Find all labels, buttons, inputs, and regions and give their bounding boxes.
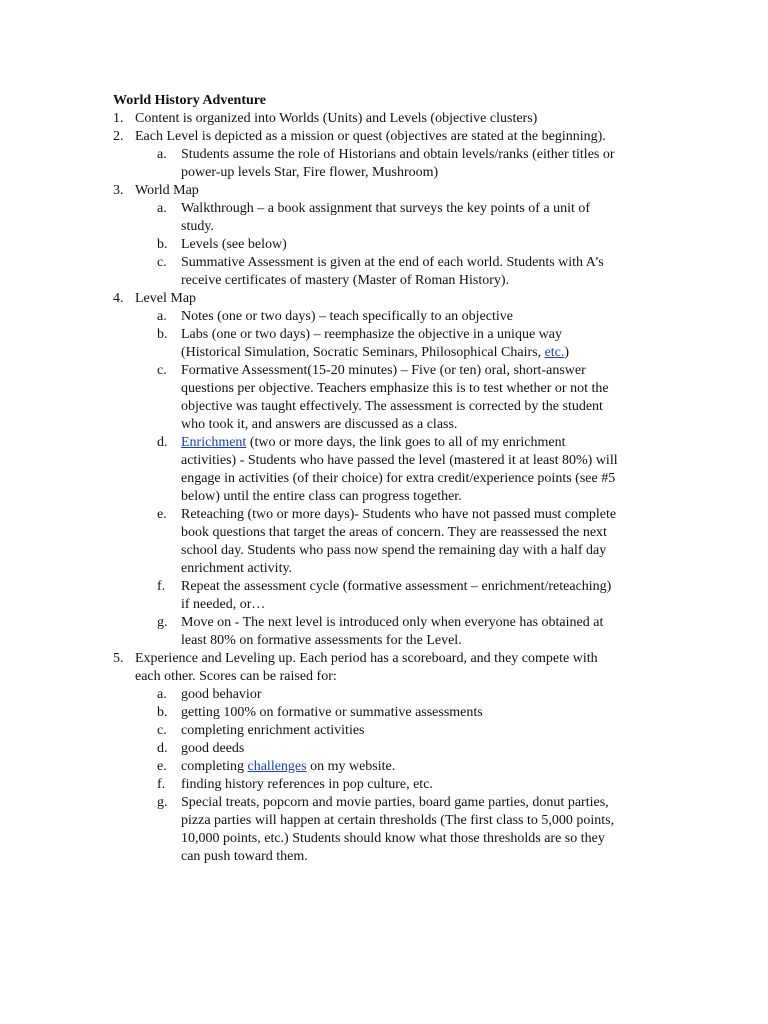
list-text-continued: school day. Students who pass now spend the remaining day with a half day [181, 543, 607, 558]
list-text: Move on - The next level is introduced only when everyone has obtained at [181, 615, 604, 630]
list-letter: f. [157, 579, 166, 594]
list-text-continued: enrichment activity. [181, 561, 293, 576]
list-letter: c. [157, 723, 167, 738]
list-number: 4. [113, 291, 124, 306]
list-text-continued: below) until the entire class can progress together. [181, 489, 462, 504]
list-number: 1. [113, 111, 124, 126]
list-text-continued: if needed, or… [181, 597, 266, 612]
list-text: getting 100% on formative or summative assessments [181, 705, 483, 720]
list-letter: c. [157, 363, 167, 378]
list-letter: d. [157, 741, 168, 756]
list-letter: a. [157, 201, 167, 216]
list-text: Special treats, popcorn and movie parties, board game parties, donut parties, [181, 795, 609, 810]
list-letter: f. [157, 777, 166, 792]
list-letter: e. [157, 507, 167, 522]
list-letter: a. [157, 309, 167, 324]
list-letter: c. [157, 255, 167, 270]
list-letter: a. [157, 147, 167, 162]
list-text-continued: objective was taught effectively. The assessment is corrected by the student [181, 399, 603, 414]
list-number: 2. [113, 129, 124, 144]
list-text: Each Level is depicted as a mission or quest (objectives are stated at the beginning). [135, 129, 606, 144]
list-letter: a. [157, 687, 167, 702]
list-text: Reteaching (two or more days)- Students who have not passed must complete [181, 507, 617, 522]
list-letter: b. [157, 237, 168, 252]
list-letter: g. [157, 795, 168, 810]
list-text: Experience and Leveling up. Each period has a scoreboard, and they compete with [135, 651, 598, 666]
list-text-continued: study. [181, 219, 214, 234]
list-text-continued: each other. Scores can be raised for: [135, 669, 337, 684]
etc-link[interactable]: etc. [544, 345, 565, 360]
enrichment-link[interactable]: Enrichment [181, 435, 247, 450]
list-number: 3. [113, 183, 124, 198]
list-number: 5. [113, 651, 124, 666]
list-text: finding history references in pop culture, etc. [181, 777, 433, 792]
list-text-continued: power-up levels Star, Fire flower, Mushroom) [181, 165, 439, 180]
list-text: ) [564, 345, 570, 360]
list-text-continued: who took it, and answers are discussed as a class. [181, 417, 458, 432]
list-text-continued: 10,000 points, etc.) Students should know what those thresholds are so they [181, 831, 605, 846]
list-text: World Map [135, 183, 199, 198]
list-letter: b. [157, 705, 168, 720]
list-text: Walkthrough – a book assignment that surveys the key points of a unit of [181, 201, 591, 216]
list-letter: g. [157, 615, 168, 630]
list-text-continued: can push toward them. [181, 849, 308, 864]
list-text: Levels (see below) [181, 237, 287, 252]
list-text-continued: book questions that target the areas of concern. They are reassessed the next [181, 525, 607, 540]
document-title: World History Adventure [113, 93, 266, 108]
list-text: completing enrichment activities [181, 723, 365, 738]
list-text: Notes (one or two days) – teach specifically to an objective [181, 309, 513, 324]
list-text-continued: pizza parties will happen at certain thresholds (The first class to 5,000 points, [181, 813, 615, 828]
list-text-continued: least 80% on formative assessments for the Level. [181, 633, 462, 648]
list-text: Repeat the assessment cycle (formative assessment – enrichment/reteaching) [181, 579, 612, 594]
list-text: Formative Assessment(15-20 minutes) – Five (or ten) oral, short-answer [181, 363, 586, 378]
list-text-continued: engage in activities (of their choice) for extra credit/experience points (see #5 [181, 471, 616, 486]
list-text: on my website. [306, 759, 396, 774]
list-text [181, 434, 566, 452]
list-text-continued: activities) - Students who have passed the level (mastered it at least 80%) will [181, 453, 618, 468]
list-text-continued: receive certificates of mastery (Master of Roman History). [181, 273, 510, 288]
list-letter: b. [157, 327, 168, 342]
list-text: Content is organized into Worlds (Units) and Levels (objective clusters) [135, 111, 538, 126]
list-letter: d. [157, 435, 168, 450]
list-text: Students assume the role of Historians and obtain levels/ranks (either titles or [181, 147, 615, 162]
list-text: (Historical Simulation, Socratic Seminars, Philosophical Chairs, [181, 345, 545, 360]
list-text: good behavior [181, 687, 262, 702]
challenges-link[interactable]: challenges [247, 759, 307, 774]
list-text: (two or more days, the link goes to all of my enrichment [246, 435, 566, 450]
list-text-continued: questions per objective. Teachers emphasize this is to test whether or not the [181, 381, 609, 396]
list-text: Level Map [135, 291, 197, 306]
list-text: Labs (one or two days) – reemphasize the objective in a unique way [181, 327, 562, 342]
list-text: completing [181, 759, 248, 774]
list-text-continued [181, 344, 569, 362]
list-text [181, 758, 395, 776]
list-letter: e. [157, 759, 167, 774]
list-text: good deeds [181, 741, 245, 756]
list-text: Summative Assessment is given at the end of each world. Students with A’s [181, 255, 604, 270]
